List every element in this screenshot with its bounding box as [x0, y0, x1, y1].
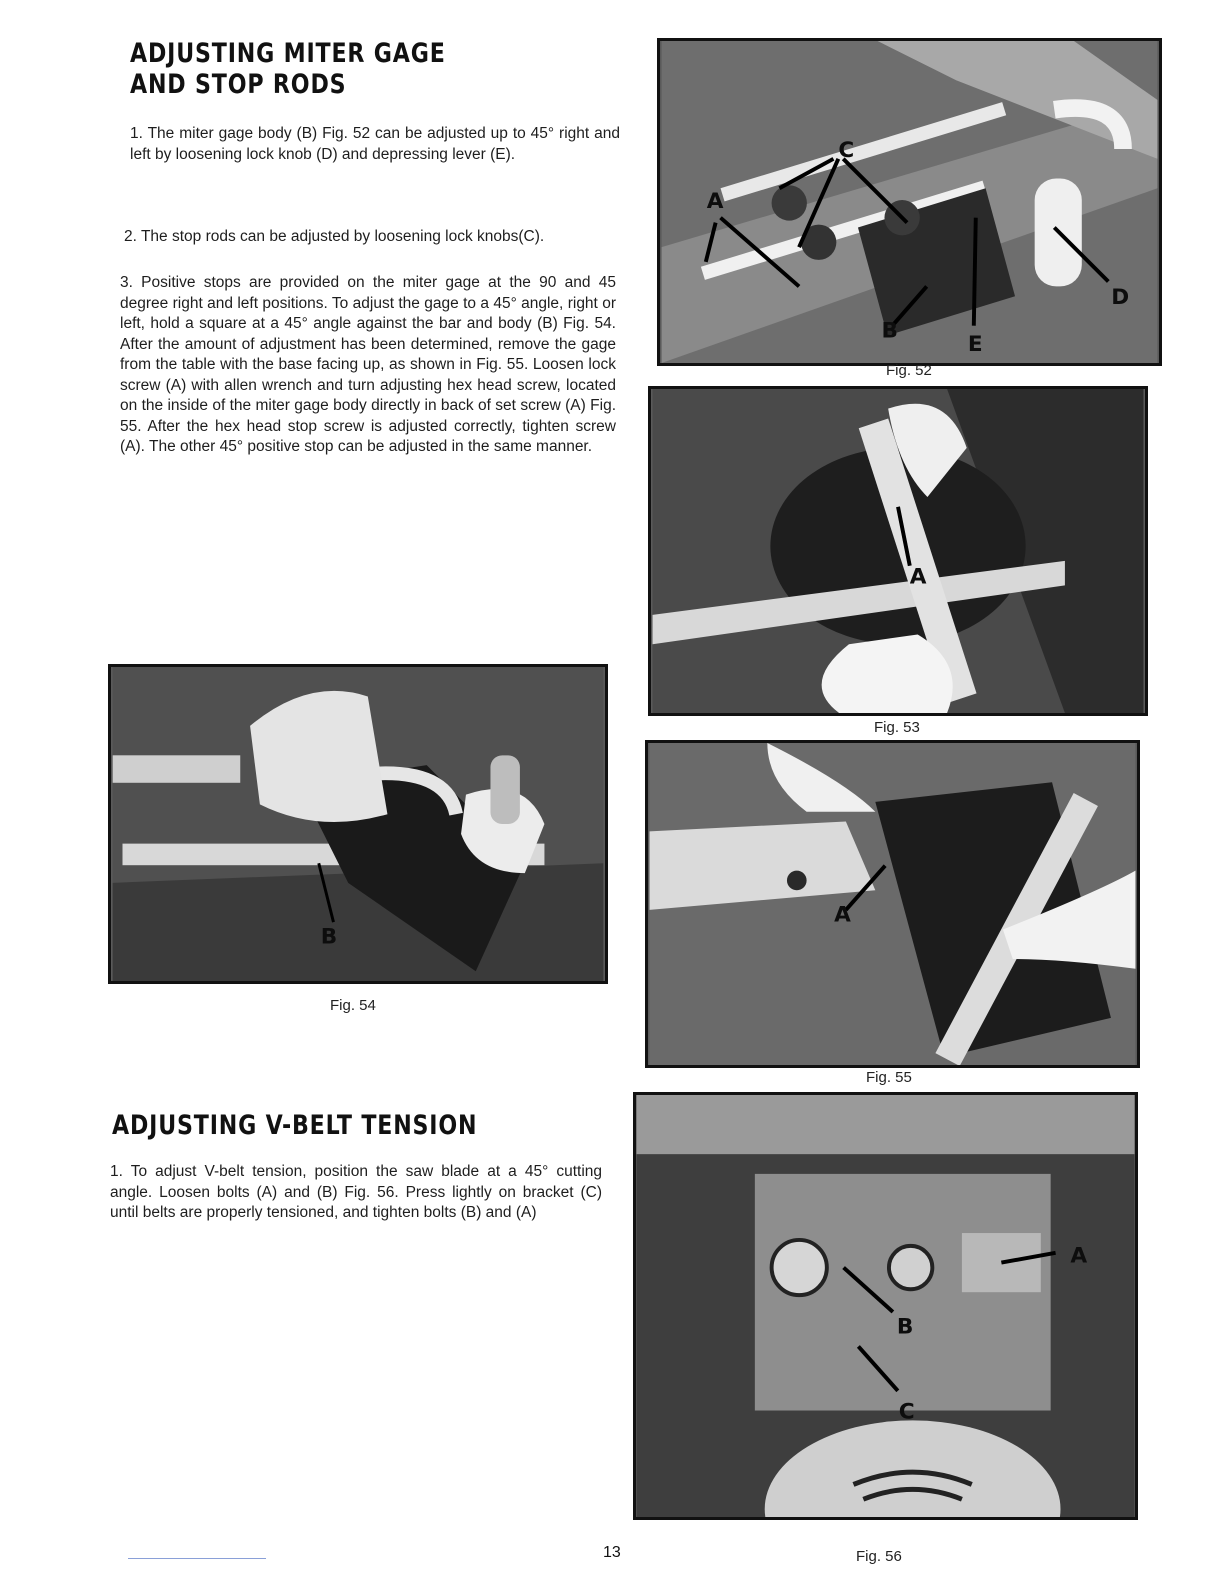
miter-step-3: 3. Positive stops are provided on the miter gage at the 90 and 45 degree right and left positions. To adjust the gage to a 45° angle, right or left, hold a square at a 45° angle against the bar and body (B) Fig. 54. After the amount of adjustment has been determined, remove the gage from the table with the base facing up, as shown in Fig. 55. Loosen lock screw (A) with allen wrench and turn adjusting hex head screw, located on the inside of the miter gage body directly in back of set screw (A) Fig. 55. After the hex head stop screw is adjusted correctly, tighten screw (A). The other 45° positive stop can be adjusted in the same manner.: [120, 274, 616, 455]
footer-rule: [128, 1558, 266, 1559]
fig56-label-b: B: [896, 1314, 914, 1340]
miter-step-1: 1. The miter gage body (B) Fig. 52 can be adjusted up to 45° right and left by loosening lock knob (D) and depressing lever (E).: [130, 125, 620, 163]
fig54-label-b: B: [320, 924, 338, 950]
section-title-miter-gage-line2: AND STOP RODS: [130, 69, 347, 100]
page-number: 13: [603, 1544, 621, 1561]
figure-53-illustration: [651, 389, 1145, 713]
fig56-label-c: C: [898, 1399, 915, 1425]
figure-52-photo: [657, 38, 1162, 366]
fig52-label-a: A: [706, 188, 724, 214]
fig52-label-c: C: [838, 137, 855, 163]
figure-54-illustration: [111, 667, 605, 981]
figure-53-photo: [648, 386, 1148, 716]
fig53-label-a: A: [909, 564, 927, 590]
figure-56-photo: [633, 1092, 1138, 1520]
v-belt-step-1: 1. To adjust V-belt tension, position the saw blade at a 45° cutting angle. Loosen bolts (A) and (B) Fig. 56. Press lightly on bracket (C) until belts are properly tensioned, and tighten bolts (B) and (A): [110, 1163, 602, 1221]
fig52-caption: Fig. 52: [886, 362, 932, 379]
fig53-caption: Fig. 53: [874, 719, 920, 736]
fig56-label-a: A: [1070, 1243, 1088, 1269]
figure-56-illustration: [636, 1095, 1135, 1517]
fig52-label-b: B: [881, 318, 898, 344]
figure-55-photo: [645, 740, 1140, 1068]
fig52-label-e: E: [967, 332, 983, 358]
fig52-label-d: D: [1111, 285, 1130, 311]
figure-52-illustration: [660, 41, 1159, 363]
fig54-caption: Fig. 54: [330, 997, 376, 1014]
figure-54-photo: [108, 664, 608, 984]
fig56-caption: Fig. 56: [856, 1548, 902, 1565]
fig55-caption: Fig. 55: [866, 1069, 912, 1086]
miter-step-2: 2. The stop rods can be adjusted by loosening lock knobs(C).: [124, 228, 545, 245]
figure-55-illustration: [648, 743, 1137, 1065]
fig55-label-a: A: [834, 902, 851, 928]
section-title-v-belt: ADJUSTING V-BELT TENSION: [112, 1110, 478, 1141]
section-title-miter-gage-line1: ADJUSTING MITER GAGE: [130, 38, 446, 69]
